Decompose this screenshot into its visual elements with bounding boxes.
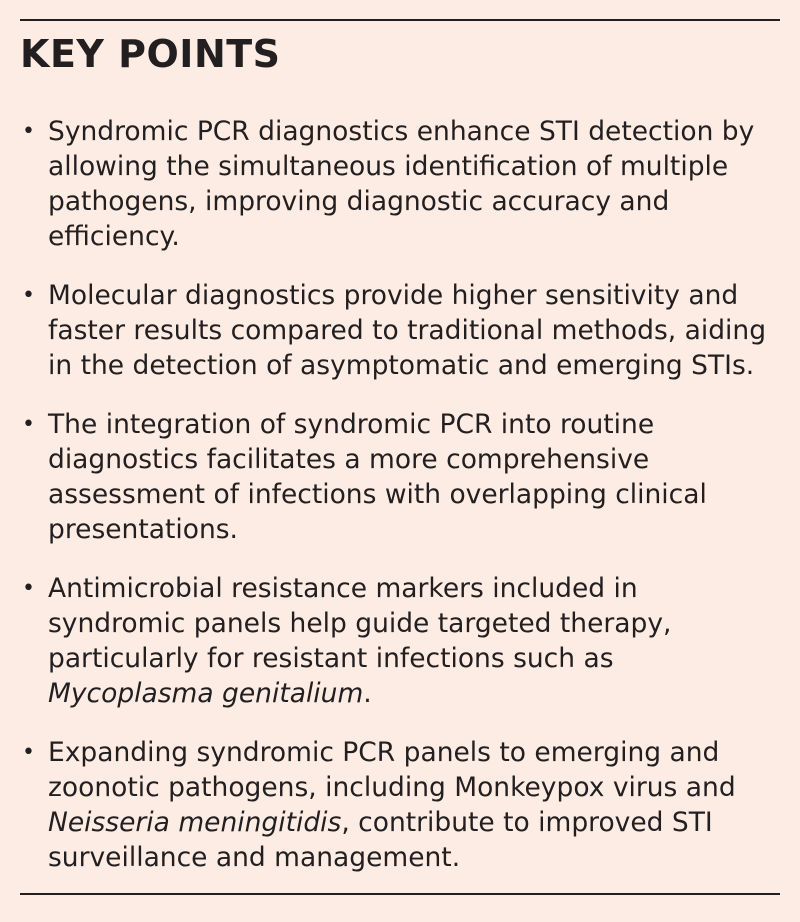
key-point-4 [20,571,780,711]
key-point-text: The integration of syndromic PCR into routine diagnostics facilitates a more comprehensive assessment of infections with overlapping clinical presentations. [48,409,707,545]
key-point-text: Antimicrobial resistance markers included in syndromic panels help guide targeted therapy, particularly for resistant infections such as Mycoplasma genitalium. [48,573,672,709]
bullet-icon: • [22,576,35,601]
bullet-icon: • [22,412,35,437]
key-point-3 [20,407,780,547]
key-point-5 [20,735,780,875]
key-point-text: Molecular diagnostics provide higher sensitivity and faster results compared to traditional methods, aiding in the detection of asymptomatic and emerging STIs. [48,280,767,381]
top-rule [20,19,780,21]
bottom-rule [20,893,780,895]
key-point-text: Expanding syndromic PCR panels to emerging and zoonotic pathogens, including Monkeypox virus and Neisseria meningitidis, contribute to improved STI surveillance and management. [48,737,736,873]
key-points-heading: KEY POINTS [20,32,281,76]
bullet-icon: • [22,119,35,144]
key-point-1 [20,114,780,254]
key-points-list [20,114,780,899]
key-point-text: Syndromic PCR diagnostics enhance STI detection by allowing the simultaneous identification of multiple pathogens, improving diagnostic accuracy and efficiency. [48,116,755,252]
bullet-icon: • [22,283,35,308]
bullet-icon: • [22,740,35,765]
key-point-2 [20,278,780,383]
